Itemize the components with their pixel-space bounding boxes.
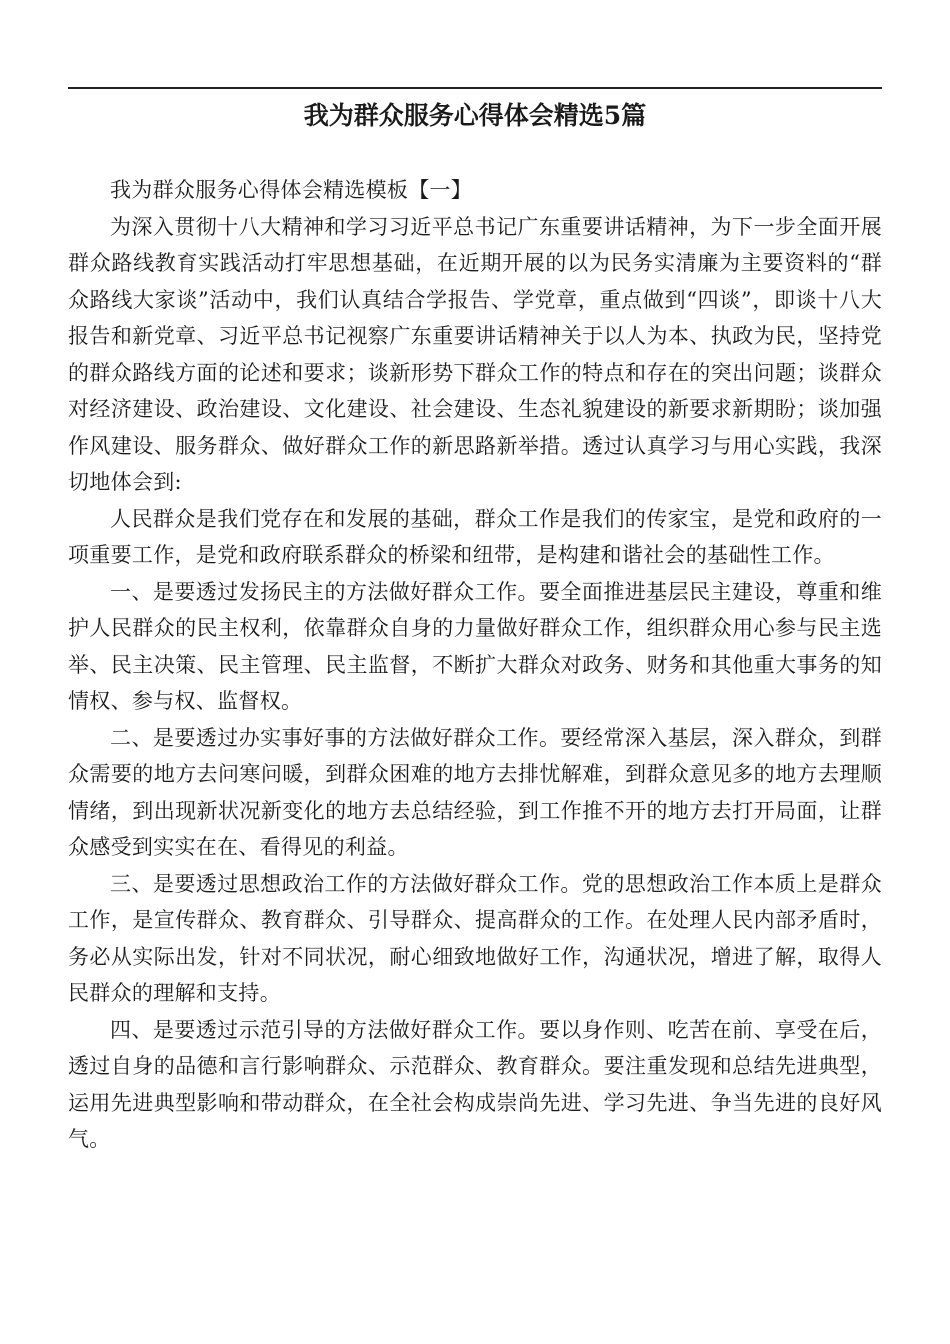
body-paragraph: 三、是要透过思想政治工作的方法做好群众工作。党的思想政治工作本质上是群众工作，是宣传群众、教育群众、引导群众、提高群众的工作。在处理人民内部矛盾时，务必从实际出发，针对不同状况，耐心细致地做好工作，沟通状况，增进了解，取得人民群众的理解和支持。	[68, 871, 882, 1005]
body-paragraph: 一、是要透过发扬民主的方法做好群众工作。要全面推进基层民主建设，尊重和维护人民群众的民主权利，依靠群众自身的力量做好群众工作，组织群众用心参与民主选举、民主决策、民主管理、民主监督，不断扩大群众对政务、财务和其他重大事务的知情权、参与权、监督权。	[68, 579, 882, 713]
document-body	[68, 172, 882, 1158]
document-title: 我为群众服务心得体会精选5篇	[303, 101, 647, 130]
body-paragraph: 四、是要透过示范引导的方法做好群众工作。要以身作则、吃苦在前、享受在后，透过自身的品德和言行影响群众、示范群众、教育群众。要注重发现和总结先进典型，运用先进典型影响和带动群众，在全社会构成崇尚先进、学习先进、争当先进的良好风气。	[68, 1017, 882, 1151]
body-paragraph: 为深入贯彻十八大精神和学习习近平总书记广东重要讲话精神，为下一步全面开展群众路线教育实践活动打牢思想基础，在近期开展的以为民务实清廉为主要资料的“群众路线大家谈”活动中，我们认真结合学报告、学党章，重点做到“四谈”，即谈十八大报告和新党章、习近平总书记视察广东重要讲话精神关于以人为本、执政为民，坚持党的群众路线方面的论述和要求；谈新形势下群众工作的特点和存在的突出问题；谈群众对经济建设、政治建设、文化建设、社会建设、生态礼貌建设的新要求新期盼；谈加强作风建设、服务群众、做好群众工作的新思路新举措。透过认真学习与用心实践，我深切地体会到:	[68, 214, 882, 494]
section-heading: 我为群众服务心得体会精选模板【一】	[110, 178, 473, 202]
body-paragraph: 二、是要透过办实事好事的方法做好群众工作。要经常深入基层，深入群众，到群众需要的地方去问寒问暖，到群众困难的地方去排忧解难，到群众意见多的地方去理顺情绪，到出现新状况新变化的地方去总结经验，到工作推不开的地方去打开局面，让群众感受到实实在在、看得见的利益。	[68, 725, 882, 859]
header-rule	[68, 87, 882, 89]
body-paragraph: 人民群众是我们党存在和发展的基础，群众工作是我们的传家宝，是党和政府的一项重要工作，是党和政府联系群众的桥梁和纽带，是构建和谐社会的基础性工作。	[68, 506, 882, 567]
